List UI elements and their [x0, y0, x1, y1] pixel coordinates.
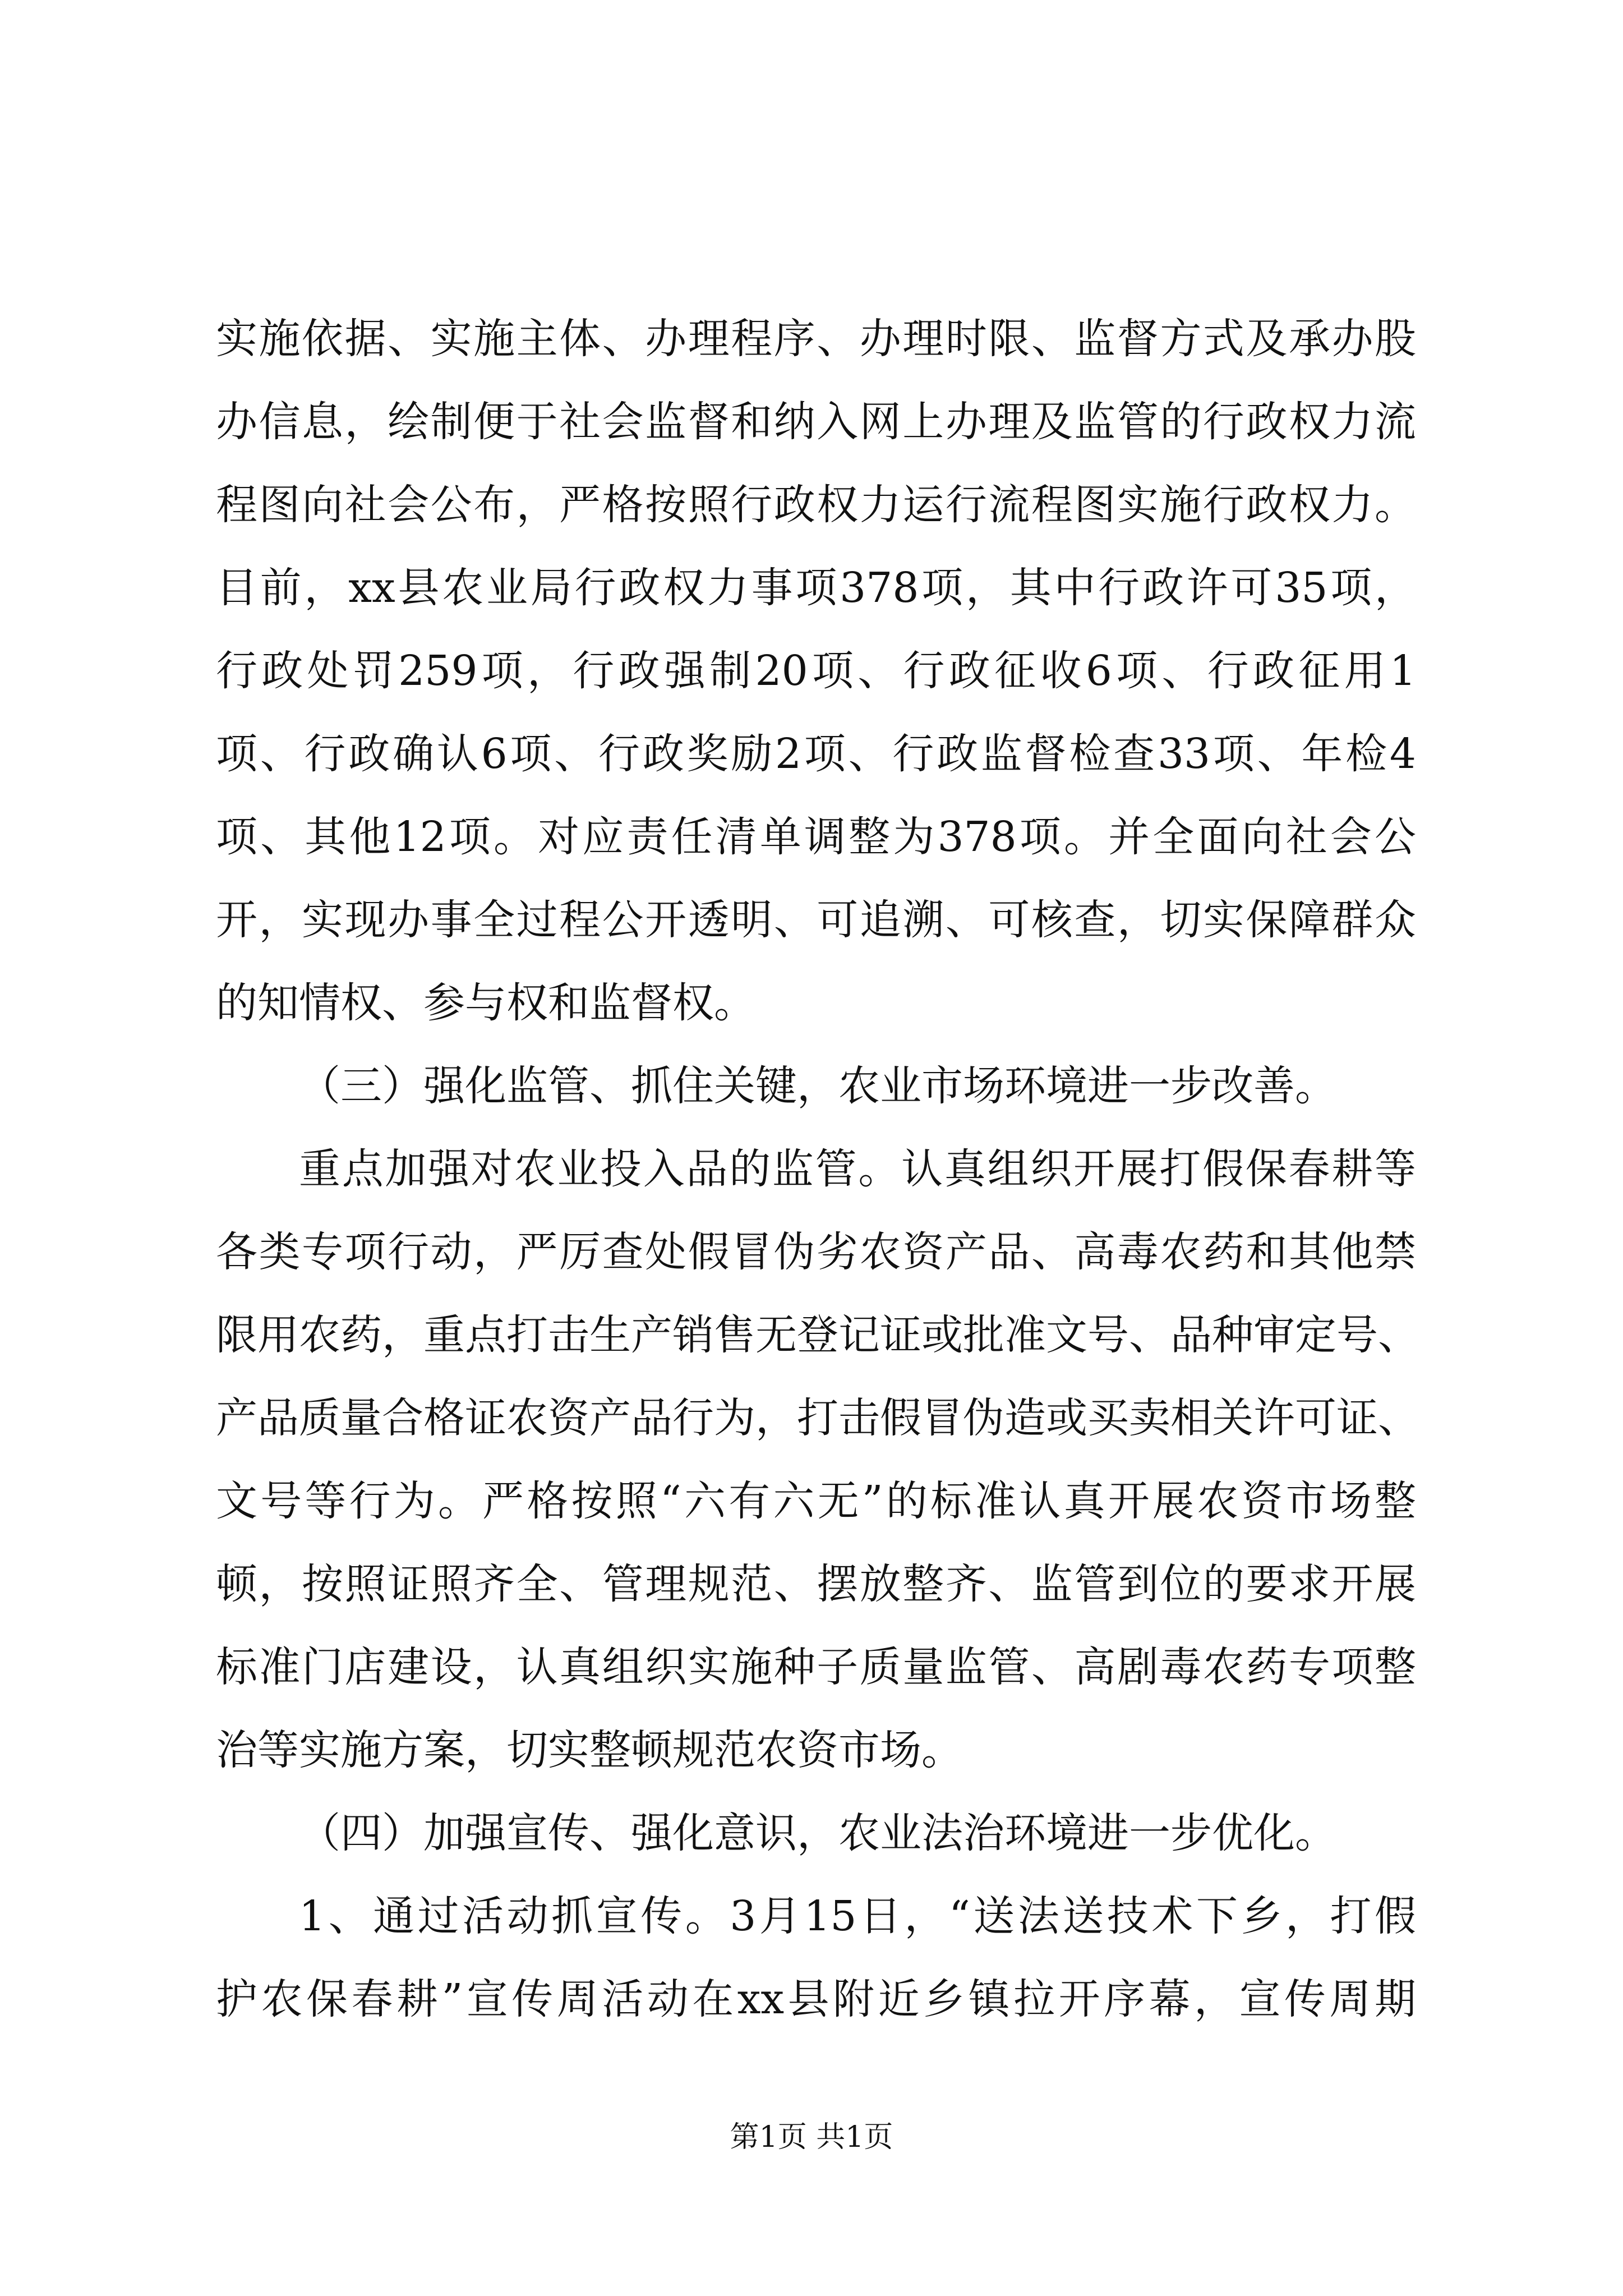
body-line: 办信息，绘制便于社会监督和纳入网上办理及监管的行政权力流 [216, 398, 1416, 446]
body-line: 文号等行为。严格按照“六有六无”的标准认真开展农资市场整 [216, 1477, 1416, 1525]
body-line: 重点加强对农业投入品的监管。认真组织开展打假保春耕等 [299, 1145, 1416, 1193]
section-heading: （三）强化监管、抓住关键，农业市场环境进一步改善。 [299, 1062, 1336, 1110]
body-line: 开，实现办事全过程公开透明、可追溯、可核查，切实保障群众 [216, 896, 1416, 944]
document-body [216, 297, 1419, 2041]
page-footer: 第1页 共1页 [730, 2120, 893, 2154]
body-line: 各类专项行动，严厉查处假冒伪劣农资产品、高毒农药和其他禁 [216, 1228, 1416, 1276]
body-line: 实施依据、实施主体、办理程序、办理时限、监督方式及承办股 [216, 315, 1416, 363]
body-line: 项、其他12项。对应责任清单调整为378项。并全面向社会公 [216, 813, 1416, 861]
body-line: 限用农药，重点打击生产销售无登记证或批准文号、品种审定号、 [216, 1311, 1419, 1359]
body-line: 治等实施方案，切实整顿规范农资市场。 [216, 1726, 963, 1774]
body-line: 程图向社会公布，严格按照行政权力运行流程图实施行政权力。 [216, 481, 1416, 529]
body-line: 的知情权、参与权和监督权。 [216, 979, 755, 1027]
body-line: 顿，按照证照齐全、管理规范、摆放整齐、监管到位的要求开展 [216, 1560, 1416, 1608]
body-line: 行政处罚259项，行政强制20项、行政征收6项、行政征用1 [216, 647, 1416, 695]
body-line: 标准门店建设，认真组织实施种子质量监管、高剧毒农药专项整 [216, 1643, 1416, 1691]
body-line: 护农保春耕”宣传周活动在xx县附近乡镇拉开序幕，宣传周期 [216, 1975, 1416, 2023]
body-line: 产品质量合格证农资产品行为，打击假冒伪造或买卖相关许可证、 [216, 1394, 1419, 1442]
section-heading: （四）加强宣传、强化意识，农业法治环境进一步优化。 [299, 1809, 1336, 1857]
body-line: 项、行政确认6项、行政奖励2项、行政监督检查33项、年检4 [216, 730, 1416, 778]
body-line: 目前，xx县农业局行政权力事项378项，其中行政许可35项， [216, 564, 1416, 612]
body-line: 1、通过活动抓宣传。3月15日，“送法送技术下乡，打假 [299, 1892, 1416, 1940]
